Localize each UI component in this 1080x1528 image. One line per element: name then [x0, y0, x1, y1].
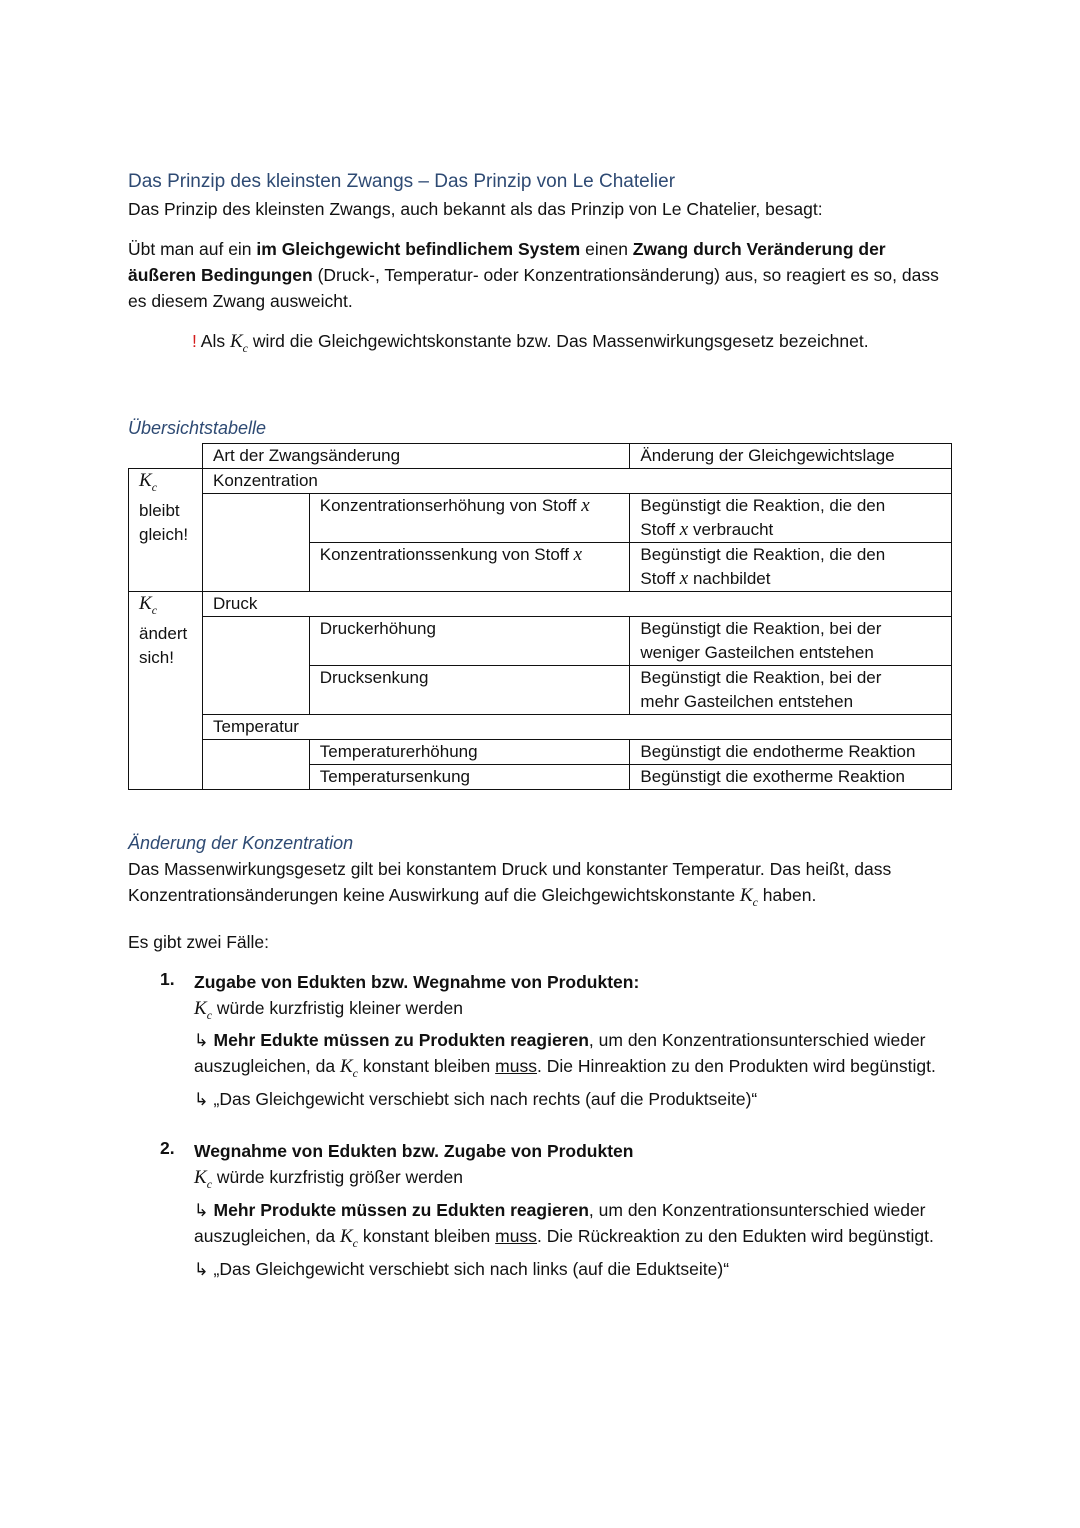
table-row — [129, 616, 952, 665]
arrow-icon: ↳ — [194, 1199, 209, 1220]
table-row — [129, 591, 952, 616]
category-pressure: Druck — [202, 591, 951, 616]
conc-increase-result: Begünstigt die Reaktion, die den Stoff x verbraucht — [630, 493, 952, 542]
cases-intro: Es gibt zwei Fälle: — [128, 931, 270, 952]
pressure-increase-result: Begünstigt die Reaktion, bei der weniger Gasteilchen entstehen — [630, 616, 952, 665]
exclamation-mark: ! — [192, 331, 197, 351]
cases-list — [160, 969, 958, 1282]
case1-heading: Zugabe von Edukten bzw. Wegnahme von Produkten: — [194, 971, 640, 992]
section-title-le-chatelier: Das Prinzip des kleinsten Zwangs – Das Prinzip von Le Chatelier — [128, 171, 676, 192]
list-item: 1. Zugabe von Edukten bzw. Wegnahme von Produkten: $K_c$ würde kurzfristig kleiner werden ↳ Mehr Edukte müssen zu Produkten reagieren, um den Konzentrationsunterschied wieder auszugleichen, da $K_c$ konstant bleiben muss. Die Hinreaktion zu den Produkten wird begünstigt. ↳ „Das Gleichgewicht verschiebt sich nach rechts (auf die Produktseite)“ — [160, 968, 936, 1110]
kc-changes-cell: $K_c$ ändert sich! — [129, 591, 203, 789]
concentration-paragraph: Das Massenwirkungsgesetz gilt bei konstantem Druck und konstanter Temperatur. Das heißt, dass Konzentrationsänderungen keine Auswirkung auf die Gleichgewichtskonstante $K_c$ haben. — [128, 858, 892, 909]
kc-constant-cell: $K_c$ bleibt gleich! — [129, 468, 203, 591]
intro-paragraph: Das Prinzip des kleinsten Zwangs, auch bekannt als das Prinzip von Le Chatelier, besagt: — [128, 199, 823, 219]
list-item: 2. Wegnahme von Edukten bzw. Zugabe von Produkten $K_c$ würde kurzfristig größer werden ↳ Mehr Produkte müssen zu Edukten reagieren, um den Konzentrationsunterschied wieder auszugleichen, da $K_c$ konstant bleiben muss. Die Rückreaktion zu den Edukten wird begünstigt. ↳ „Das Gleichgewicht verschiebt sich nach links (auf die Eduktseite)“ — [160, 1138, 934, 1279]
arrow-icon: ↳ — [194, 1030, 209, 1051]
temperature-decrease-result: Begünstigt die exotherme Reaktion — [630, 764, 952, 789]
overview-table — [128, 443, 952, 790]
arrow-icon: ↳ — [194, 1089, 209, 1110]
header-change: Änderung der Gleichgewichtslage — [630, 443, 952, 468]
temperature-increase-result: Begünstigt die endotherme Reaktion — [630, 739, 952, 764]
conc-decrease-result: Begünstigt die Reaktion, die den Stoff x nachbildet — [630, 542, 952, 591]
category-temperature: Temperatur — [202, 714, 951, 739]
conc-increase: Konzentrationserhöhung von Stoff x — [309, 493, 630, 542]
arrow-icon: ↳ — [194, 1258, 209, 1279]
case2-heading: Wegnahme von Edukten bzw. Zugabe von Produkten — [194, 1141, 634, 1162]
section-title-concentration: Änderung der Konzentration — [128, 832, 354, 853]
kc-note: ! Als $K_c$ wird die Gleichgewichtskonstante bzw. Das Massenwirkungsgesetz bezeichnet. — [192, 331, 869, 355]
principle-paragraph: Übt man auf ein im Gleichgewicht befindlichem System einen Zwang durch Veränderung der äußeren Bedingungen (Druck-, Temperatur- oder Konzentrationsänderung) aus, so reagiert es so, dass es diesem Zwang ausweicht. — [128, 239, 939, 311]
table-row — [129, 739, 952, 764]
table-row — [129, 493, 952, 542]
table-caption: Übersichtstabelle — [128, 417, 267, 438]
pressure-decrease: Drucksenkung — [309, 665, 630, 714]
table-header-row — [129, 443, 952, 468]
temperature-decrease: Temperatursenkung — [309, 764, 630, 789]
header-art: Art der Zwangsänderung — [202, 443, 629, 468]
document-page — [128, 168, 958, 1282]
table-row — [129, 468, 952, 493]
conc-decrease: Konzentrationssenkung von Stoff x — [309, 542, 630, 591]
category-concentration: Konzentration — [202, 468, 951, 493]
temperature-increase: Temperaturerhöhung — [309, 739, 630, 764]
pressure-decrease-result: Begünstigt die Reaktion, bei der mehr Gasteilchen entstehen — [630, 665, 952, 714]
table-row — [129, 714, 952, 739]
pressure-increase: Druckerhöhung — [309, 616, 630, 665]
